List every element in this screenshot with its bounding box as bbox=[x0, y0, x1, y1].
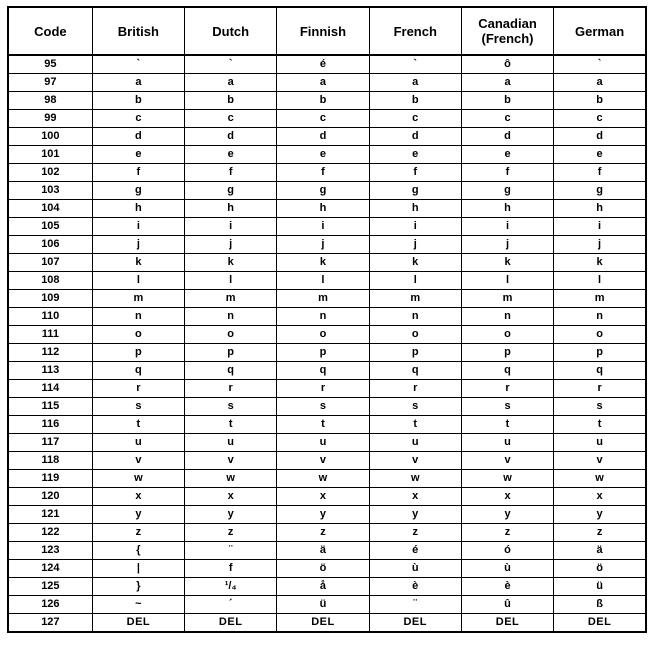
table-row bbox=[8, 524, 646, 542]
cell-code: 101 bbox=[8, 146, 92, 164]
cell-glyph: j bbox=[461, 236, 553, 254]
cell-glyph: f bbox=[369, 164, 461, 182]
table-row bbox=[8, 398, 646, 416]
cell-code: 117 bbox=[8, 434, 92, 452]
cell-glyph: å bbox=[277, 578, 369, 596]
cell-glyph: n bbox=[554, 308, 646, 326]
cell-glyph: t bbox=[369, 416, 461, 434]
cell-code: 126 bbox=[8, 596, 92, 614]
cell-glyph: r bbox=[277, 380, 369, 398]
cell-glyph: DEL bbox=[369, 614, 461, 633]
cell-glyph: a bbox=[461, 74, 553, 92]
cell-glyph: x bbox=[92, 488, 184, 506]
column-header-german: German bbox=[554, 7, 646, 55]
cell-glyph: p bbox=[92, 344, 184, 362]
cell-glyph: b bbox=[554, 92, 646, 110]
cell-glyph: g bbox=[461, 182, 553, 200]
cell-code: 123 bbox=[8, 542, 92, 560]
column-header-finnish: Finnish bbox=[277, 7, 369, 55]
table-row bbox=[8, 74, 646, 92]
cell-glyph: n bbox=[92, 308, 184, 326]
table-row bbox=[8, 470, 646, 488]
cell-code: 108 bbox=[8, 272, 92, 290]
cell-glyph: b bbox=[461, 92, 553, 110]
cell-glyph: n bbox=[185, 308, 277, 326]
cell-glyph: d bbox=[461, 128, 553, 146]
cell-glyph: h bbox=[461, 200, 553, 218]
cell-glyph: l bbox=[92, 272, 184, 290]
cell-glyph: w bbox=[185, 470, 277, 488]
cell-glyph: c bbox=[461, 110, 553, 128]
cell-glyph: t bbox=[461, 416, 553, 434]
cell-glyph: a bbox=[277, 74, 369, 92]
cell-glyph: o bbox=[461, 326, 553, 344]
cell-glyph: f bbox=[92, 164, 184, 182]
cell-glyph: o bbox=[554, 326, 646, 344]
cell-glyph: s bbox=[554, 398, 646, 416]
cell-code: 100 bbox=[8, 128, 92, 146]
cell-glyph: c bbox=[185, 110, 277, 128]
cell-glyph: u bbox=[554, 434, 646, 452]
table-row bbox=[8, 542, 646, 560]
cell-glyph: } bbox=[92, 578, 184, 596]
cell-glyph: ~ bbox=[92, 596, 184, 614]
cell-glyph: a bbox=[185, 74, 277, 92]
cell-glyph: w bbox=[277, 470, 369, 488]
table-row bbox=[8, 362, 646, 380]
cell-glyph: m bbox=[92, 290, 184, 308]
cell-code: 127 bbox=[8, 614, 92, 633]
cell-glyph: q bbox=[369, 362, 461, 380]
cell-glyph: u bbox=[92, 434, 184, 452]
cell-glyph: ù bbox=[369, 560, 461, 578]
cell-code: 103 bbox=[8, 182, 92, 200]
cell-glyph: d bbox=[277, 128, 369, 146]
cell-glyph: f bbox=[277, 164, 369, 182]
cell-glyph: ` bbox=[185, 55, 277, 74]
cell-glyph: u bbox=[185, 434, 277, 452]
table-row bbox=[8, 128, 646, 146]
cell-glyph: v bbox=[461, 452, 553, 470]
cell-glyph: é bbox=[369, 542, 461, 560]
international-character-set-table bbox=[7, 6, 647, 633]
cell-glyph: l bbox=[554, 272, 646, 290]
cell-glyph: i bbox=[461, 218, 553, 236]
table-row bbox=[8, 452, 646, 470]
cell-glyph: j bbox=[277, 236, 369, 254]
table-row bbox=[8, 308, 646, 326]
cell-glyph: e bbox=[92, 146, 184, 164]
cell-glyph: e bbox=[185, 146, 277, 164]
cell-glyph: DEL bbox=[461, 614, 553, 633]
cell-code: 114 bbox=[8, 380, 92, 398]
table-row bbox=[8, 488, 646, 506]
cell-glyph: n bbox=[369, 308, 461, 326]
table-row bbox=[8, 434, 646, 452]
cell-glyph: y bbox=[461, 506, 553, 524]
cell-glyph: k bbox=[461, 254, 553, 272]
cell-glyph: i bbox=[92, 218, 184, 236]
cell-glyph: y bbox=[277, 506, 369, 524]
cell-glyph: ß bbox=[554, 596, 646, 614]
cell-glyph: z bbox=[369, 524, 461, 542]
column-header-french: French bbox=[369, 7, 461, 55]
cell-glyph: z bbox=[92, 524, 184, 542]
table-row bbox=[8, 272, 646, 290]
cell-glyph: i bbox=[277, 218, 369, 236]
cell-code: 111 bbox=[8, 326, 92, 344]
table-row bbox=[8, 200, 646, 218]
cell-glyph: h bbox=[369, 200, 461, 218]
table-row bbox=[8, 55, 646, 74]
cell-glyph: w bbox=[554, 470, 646, 488]
cell-glyph: s bbox=[277, 398, 369, 416]
cell-code: 124 bbox=[8, 560, 92, 578]
cell-glyph: n bbox=[277, 308, 369, 326]
cell-glyph: è bbox=[461, 578, 553, 596]
table-row bbox=[8, 578, 646, 596]
cell-glyph: r bbox=[92, 380, 184, 398]
cell-glyph: t bbox=[92, 416, 184, 434]
cell-glyph: j bbox=[369, 236, 461, 254]
cell-glyph: i bbox=[185, 218, 277, 236]
cell-glyph: z bbox=[554, 524, 646, 542]
column-header-dutch: Dutch bbox=[185, 7, 277, 55]
cell-glyph: k bbox=[277, 254, 369, 272]
cell-glyph: r bbox=[185, 380, 277, 398]
cell-glyph: k bbox=[369, 254, 461, 272]
cell-glyph: c bbox=[277, 110, 369, 128]
cell-glyph: v bbox=[92, 452, 184, 470]
cell-glyph: g bbox=[92, 182, 184, 200]
cell-glyph: z bbox=[277, 524, 369, 542]
cell-glyph: t bbox=[277, 416, 369, 434]
table-header bbox=[8, 7, 646, 55]
cell-glyph: h bbox=[185, 200, 277, 218]
cell-glyph: h bbox=[554, 200, 646, 218]
cell-glyph: w bbox=[461, 470, 553, 488]
table-row bbox=[8, 614, 646, 633]
table-row bbox=[8, 596, 646, 614]
cell-glyph: j bbox=[92, 236, 184, 254]
cell-glyph: r bbox=[369, 380, 461, 398]
cell-glyph: q bbox=[277, 362, 369, 380]
cell-glyph: ` bbox=[92, 55, 184, 74]
cell-glyph: u bbox=[369, 434, 461, 452]
cell-code: 99 bbox=[8, 110, 92, 128]
cell-glyph: u bbox=[277, 434, 369, 452]
table-body bbox=[8, 55, 646, 632]
cell-glyph: p bbox=[185, 344, 277, 362]
cell-glyph: c bbox=[554, 110, 646, 128]
cell-glyph: h bbox=[277, 200, 369, 218]
cell-glyph: k bbox=[92, 254, 184, 272]
cell-code: 97 bbox=[8, 74, 92, 92]
column-header-code: Code bbox=[8, 7, 92, 55]
table-row bbox=[8, 290, 646, 308]
cell-glyph: q bbox=[461, 362, 553, 380]
cell-glyph: e bbox=[461, 146, 553, 164]
cell-glyph: m bbox=[277, 290, 369, 308]
cell-glyph: g bbox=[369, 182, 461, 200]
cell-glyph: ö bbox=[554, 560, 646, 578]
cell-glyph: e bbox=[277, 146, 369, 164]
cell-code: 119 bbox=[8, 470, 92, 488]
cell-glyph: x bbox=[461, 488, 553, 506]
cell-glyph: o bbox=[277, 326, 369, 344]
cell-glyph: h bbox=[92, 200, 184, 218]
cell-glyph: l bbox=[461, 272, 553, 290]
table-row bbox=[8, 110, 646, 128]
cell-glyph: é bbox=[277, 55, 369, 74]
table-row bbox=[8, 506, 646, 524]
cell-glyph: z bbox=[185, 524, 277, 542]
cell-glyph: q bbox=[185, 362, 277, 380]
cell-glyph: ` bbox=[554, 55, 646, 74]
cell-code: 106 bbox=[8, 236, 92, 254]
cell-glyph: w bbox=[92, 470, 184, 488]
cell-glyph: b bbox=[92, 92, 184, 110]
cell-glyph: DEL bbox=[277, 614, 369, 633]
table-row bbox=[8, 146, 646, 164]
table-row bbox=[8, 218, 646, 236]
cell-glyph: ä bbox=[277, 542, 369, 560]
cell-glyph: r bbox=[461, 380, 553, 398]
cell-glyph: s bbox=[185, 398, 277, 416]
cell-glyph: f bbox=[461, 164, 553, 182]
cell-glyph: ´ bbox=[185, 596, 277, 614]
cell-glyph: ` bbox=[369, 55, 461, 74]
cell-glyph: m bbox=[554, 290, 646, 308]
cell-code: 112 bbox=[8, 344, 92, 362]
column-header-canadian-line1: Canadian bbox=[478, 16, 537, 31]
cell-code: 115 bbox=[8, 398, 92, 416]
cell-glyph: y bbox=[185, 506, 277, 524]
cell-glyph: i bbox=[369, 218, 461, 236]
cell-code: 95 bbox=[8, 55, 92, 74]
cell-glyph: o bbox=[185, 326, 277, 344]
cell-glyph: k bbox=[554, 254, 646, 272]
cell-glyph: û bbox=[461, 596, 553, 614]
table-row bbox=[8, 344, 646, 362]
table-row bbox=[8, 380, 646, 398]
cell-code: 118 bbox=[8, 452, 92, 470]
cell-glyph: v bbox=[277, 452, 369, 470]
cell-code: 113 bbox=[8, 362, 92, 380]
cell-glyph: z bbox=[461, 524, 553, 542]
cell-glyph: a bbox=[92, 74, 184, 92]
cell-glyph: p bbox=[277, 344, 369, 362]
cell-glyph: ó bbox=[461, 542, 553, 560]
column-header-canadian-line2: (French) bbox=[481, 31, 534, 46]
cell-glyph: f bbox=[185, 560, 277, 578]
cell-glyph: o bbox=[92, 326, 184, 344]
table-row bbox=[8, 92, 646, 110]
cell-code: 116 bbox=[8, 416, 92, 434]
cell-glyph: f bbox=[185, 164, 277, 182]
cell-glyph: ü bbox=[554, 578, 646, 596]
cell-code: 120 bbox=[8, 488, 92, 506]
cell-glyph: b bbox=[369, 92, 461, 110]
column-header-canadian-french bbox=[461, 7, 553, 55]
cell-glyph: y bbox=[554, 506, 646, 524]
table-row bbox=[8, 254, 646, 272]
cell-glyph: DEL bbox=[92, 614, 184, 633]
cell-glyph: DEL bbox=[554, 614, 646, 633]
cell-glyph: n bbox=[461, 308, 553, 326]
cell-glyph: p bbox=[369, 344, 461, 362]
cell-glyph: d bbox=[554, 128, 646, 146]
cell-code: 122 bbox=[8, 524, 92, 542]
cell-glyph: l bbox=[277, 272, 369, 290]
cell-glyph: y bbox=[369, 506, 461, 524]
cell-code: 102 bbox=[8, 164, 92, 182]
cell-glyph: p bbox=[554, 344, 646, 362]
cell-glyph: c bbox=[92, 110, 184, 128]
cell-code: 107 bbox=[8, 254, 92, 272]
cell-glyph: b bbox=[185, 92, 277, 110]
cell-glyph: l bbox=[369, 272, 461, 290]
cell-code: 104 bbox=[8, 200, 92, 218]
cell-glyph: w bbox=[369, 470, 461, 488]
cell-glyph: t bbox=[554, 416, 646, 434]
cell-glyph: g bbox=[185, 182, 277, 200]
cell-code: 109 bbox=[8, 290, 92, 308]
table-row bbox=[8, 560, 646, 578]
cell-glyph: { bbox=[92, 542, 184, 560]
cell-glyph: k bbox=[185, 254, 277, 272]
table-row bbox=[8, 164, 646, 182]
cell-glyph: p bbox=[461, 344, 553, 362]
cell-glyph: m bbox=[461, 290, 553, 308]
cell-code: 110 bbox=[8, 308, 92, 326]
cell-glyph: ¨ bbox=[185, 542, 277, 560]
cell-glyph: d bbox=[369, 128, 461, 146]
cell-glyph: ö bbox=[277, 560, 369, 578]
cell-glyph: r bbox=[554, 380, 646, 398]
cell-glyph: d bbox=[185, 128, 277, 146]
cell-glyph: m bbox=[369, 290, 461, 308]
cell-glyph: c bbox=[369, 110, 461, 128]
cell-glyph: ä bbox=[554, 542, 646, 560]
cell-glyph: a bbox=[554, 74, 646, 92]
cell-code: 98 bbox=[8, 92, 92, 110]
cell-glyph: y bbox=[92, 506, 184, 524]
cell-glyph: DEL bbox=[185, 614, 277, 633]
cell-glyph: x bbox=[277, 488, 369, 506]
cell-glyph: ü bbox=[277, 596, 369, 614]
table-row bbox=[8, 182, 646, 200]
cell-glyph: a bbox=[369, 74, 461, 92]
table-row bbox=[8, 236, 646, 254]
column-header-british: British bbox=[92, 7, 184, 55]
cell-glyph: j bbox=[554, 236, 646, 254]
cell-glyph: u bbox=[461, 434, 553, 452]
cell-glyph: l bbox=[185, 272, 277, 290]
cell-code: 125 bbox=[8, 578, 92, 596]
cell-glyph: s bbox=[92, 398, 184, 416]
cell-glyph: ô bbox=[461, 55, 553, 74]
cell-glyph: o bbox=[369, 326, 461, 344]
cell-glyph: v bbox=[554, 452, 646, 470]
cell-glyph: e bbox=[554, 146, 646, 164]
cell-glyph: b bbox=[277, 92, 369, 110]
cell-glyph: ¨ bbox=[369, 596, 461, 614]
cell-glyph: m bbox=[185, 290, 277, 308]
cell-glyph: x bbox=[185, 488, 277, 506]
cell-glyph: q bbox=[554, 362, 646, 380]
cell-glyph: | bbox=[92, 560, 184, 578]
cell-glyph: t bbox=[185, 416, 277, 434]
cell-glyph: q bbox=[92, 362, 184, 380]
cell-glyph: f bbox=[554, 164, 646, 182]
cell-glyph: v bbox=[185, 452, 277, 470]
cell-glyph: è bbox=[369, 578, 461, 596]
cell-glyph: d bbox=[92, 128, 184, 146]
table-row bbox=[8, 416, 646, 434]
cell-glyph: i bbox=[554, 218, 646, 236]
cell-glyph: x bbox=[369, 488, 461, 506]
cell-glyph: s bbox=[369, 398, 461, 416]
cell-glyph: x bbox=[554, 488, 646, 506]
cell-glyph: g bbox=[277, 182, 369, 200]
cell-code: 121 bbox=[8, 506, 92, 524]
cell-glyph: ù bbox=[461, 560, 553, 578]
cell-glyph: j bbox=[185, 236, 277, 254]
cell-code: 105 bbox=[8, 218, 92, 236]
cell-glyph: v bbox=[369, 452, 461, 470]
cell-glyph: g bbox=[554, 182, 646, 200]
cell-glyph: ¹/₄ bbox=[185, 578, 277, 596]
table-row bbox=[8, 326, 646, 344]
table-header-row bbox=[8, 7, 646, 55]
cell-glyph: s bbox=[461, 398, 553, 416]
cell-glyph: e bbox=[369, 146, 461, 164]
